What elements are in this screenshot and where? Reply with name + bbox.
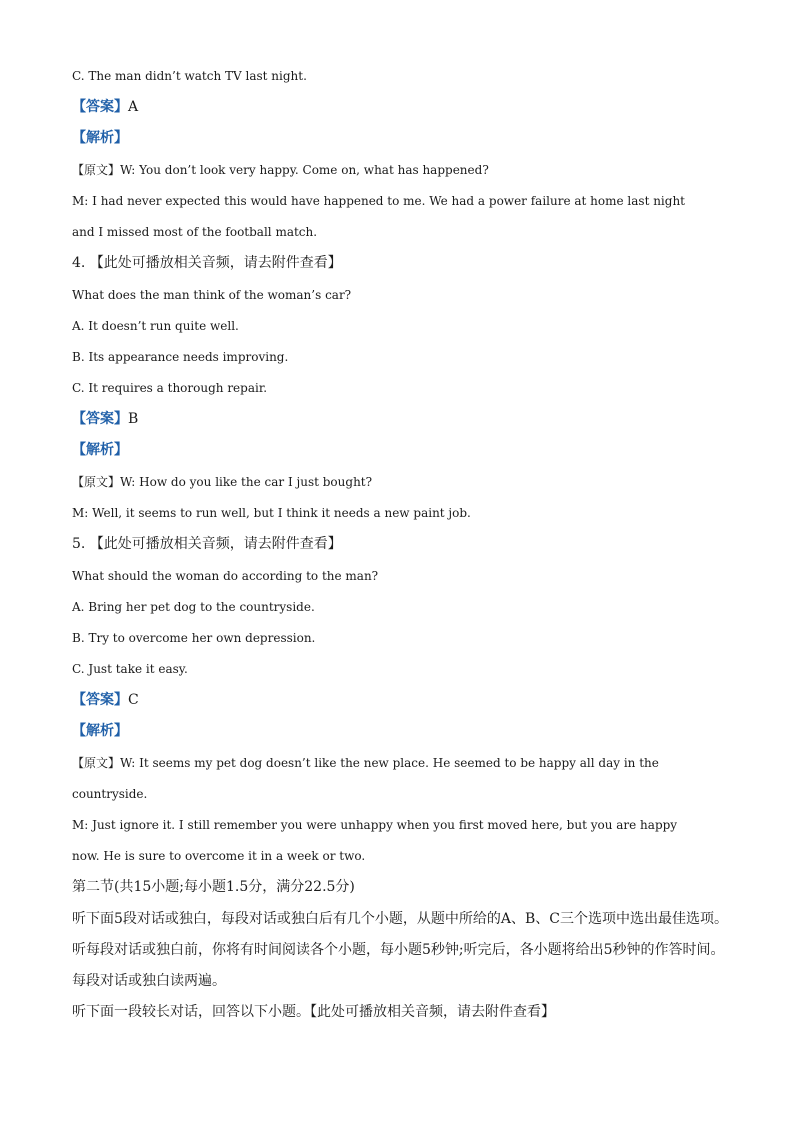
analysis-line: 【解析】 (72, 723, 128, 739)
question-heading: 4. 【此处可播放相关音频，请去附件查看】 (72, 255, 342, 271)
answer-line: 【答案】B (72, 411, 139, 427)
analysis-line: 【解析】 (72, 442, 128, 458)
transcript-line: and I missed most of the football match. (72, 225, 318, 239)
instruction-line: 听下面5段对话或独白，每段对话或独白后有几个小题，从题中所给的A、B、C三个选项中选出最佳选项。 (72, 911, 729, 927)
transcript-line: M: I had never expected this would have happened to me. We had a power failure at home last night (72, 194, 686, 208)
instruction-line: 听每段对话或独白前，你将有时间阅读各个小题，每小题5秒钟;听完后，各小题将给出5秒钟的作答时间。 (72, 942, 725, 958)
transcript-line: 【原文】W: It seems my pet dog doesn’t like the new place. He seemed to be happy all day in the (72, 756, 659, 770)
transcript-line: 【原文】W: How do you like the car I just bought? (72, 475, 373, 489)
transcript-line: M: Just ignore it. I still remember you were unhappy when you first moved here, but you are happy (72, 818, 678, 832)
instruction-line: 听下面一段较长对话，回答以下小题。【此处可播放相关音频，请去附件查看】 (72, 1004, 555, 1020)
transcript-line: now. He is sure to overcome it in a week or two. (72, 849, 366, 863)
option-c-line: C. It requires a thorough repair. (72, 381, 268, 395)
option-b-line: B. Its appearance needs improving. (72, 350, 289, 364)
question-text: What does the man think of the woman’s car? (72, 288, 352, 302)
question-heading: 5. 【此处可播放相关音频，请去附件查看】 (72, 536, 342, 552)
instruction-line: 每段对话或独白读两遍。 (72, 973, 226, 989)
option-a-line: A. Bring her pet dog to the countryside. (72, 600, 315, 614)
section-heading: 第二节(共15小题;每小题1.5分，满分22.5分) (72, 879, 355, 895)
transcript-line: M: Well, it seems to run well, but I think it needs a new paint job. (72, 506, 471, 520)
transcript-line: countryside. (72, 787, 148, 801)
transcript-line: 【原文】W: You don’t look very happy. Come on, what has happened? (72, 163, 489, 177)
option-a-line: A. It doesn’t run quite well. (72, 319, 239, 333)
analysis-line: 【解析】 (72, 130, 128, 146)
option-c-line: C. The man didn’t watch TV last night. (72, 69, 307, 83)
answer-line: 【答案】A (72, 99, 139, 115)
option-c-line: C. Just take it easy. (72, 662, 188, 676)
answer-line: 【答案】C (72, 692, 139, 708)
question-text: What should the woman do according to the man? (72, 569, 379, 583)
option-b-line: B. Try to overcome her own depression. (72, 631, 316, 645)
